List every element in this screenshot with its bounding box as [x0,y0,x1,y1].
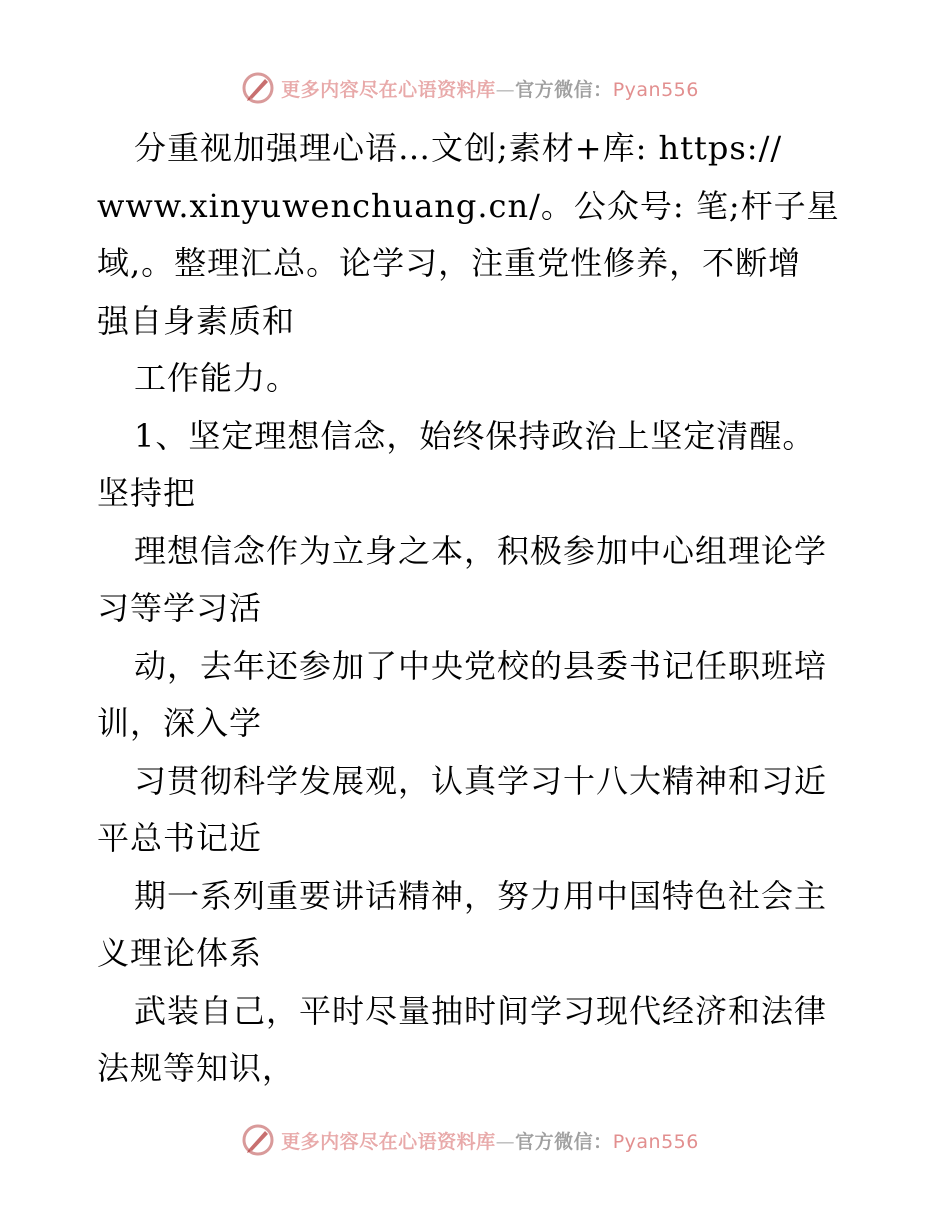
body-line: 训，深入学 [97,704,263,742]
watermark-dash: — [495,78,516,101]
body-line: 坚持把 [97,474,197,512]
body-line: 习贯彻科学发展观，认真学习十八大精神和习近 [134,761,828,800]
body-line: 武装自己，平时尽量抽时间学习现代经济和法律 [134,991,828,1030]
body-line: 动，去年还参加了中央党校的县委书记任职班培 [134,646,828,685]
body-line: www.xinyuwenchuang.cn/。公众号: 笔;杆子星 [97,186,840,225]
watermark-main-text: 更多内容尽在心语资料库 [281,78,496,101]
body-line: 平总书记近 [97,819,263,857]
body-line: 理想信念作为立身之本，积极参加中心组理论学 [134,531,828,570]
body-line: 法规等知识， [97,1049,296,1087]
body-line: 工作能力。 [134,359,300,397]
watermark-contact-label: 官方微信： [515,1130,613,1153]
quill-pen-logo-icon [241,1123,275,1157]
watermark-row [241,1123,699,1157]
body-line: 习等学习活 [97,589,263,627]
watermark-dash: — [495,1130,516,1153]
body-line: 分重视加强理心语…文创;素材+库: https:// [134,129,783,167]
quill-pen-logo-icon [241,71,275,105]
footer-watermark [0,1120,950,1160]
watermark-row [241,71,699,105]
document-body [97,120,857,1098]
watermark-contact-label: 官方微信： [515,78,613,101]
body-line: 强自身素质和 [97,301,296,340]
body-line: 域,。整理汇总。论学习，注重党性修养，不断增 [97,244,802,282]
body-line: 期一系列重要讲话精神，努力用中国特色社会主 [134,876,828,915]
body-line: 义理论体系 [97,934,263,972]
body-line: 1、坚定理想信念，始终保持政治上坚定清醒。 [134,416,816,455]
watermark-main-text: 更多内容尽在心语资料库 [281,1130,496,1153]
watermark-contact-id: Pyan556 [612,78,699,101]
watermark-contact-id: Pyan556 [612,1130,699,1153]
header-watermark [0,68,950,108]
